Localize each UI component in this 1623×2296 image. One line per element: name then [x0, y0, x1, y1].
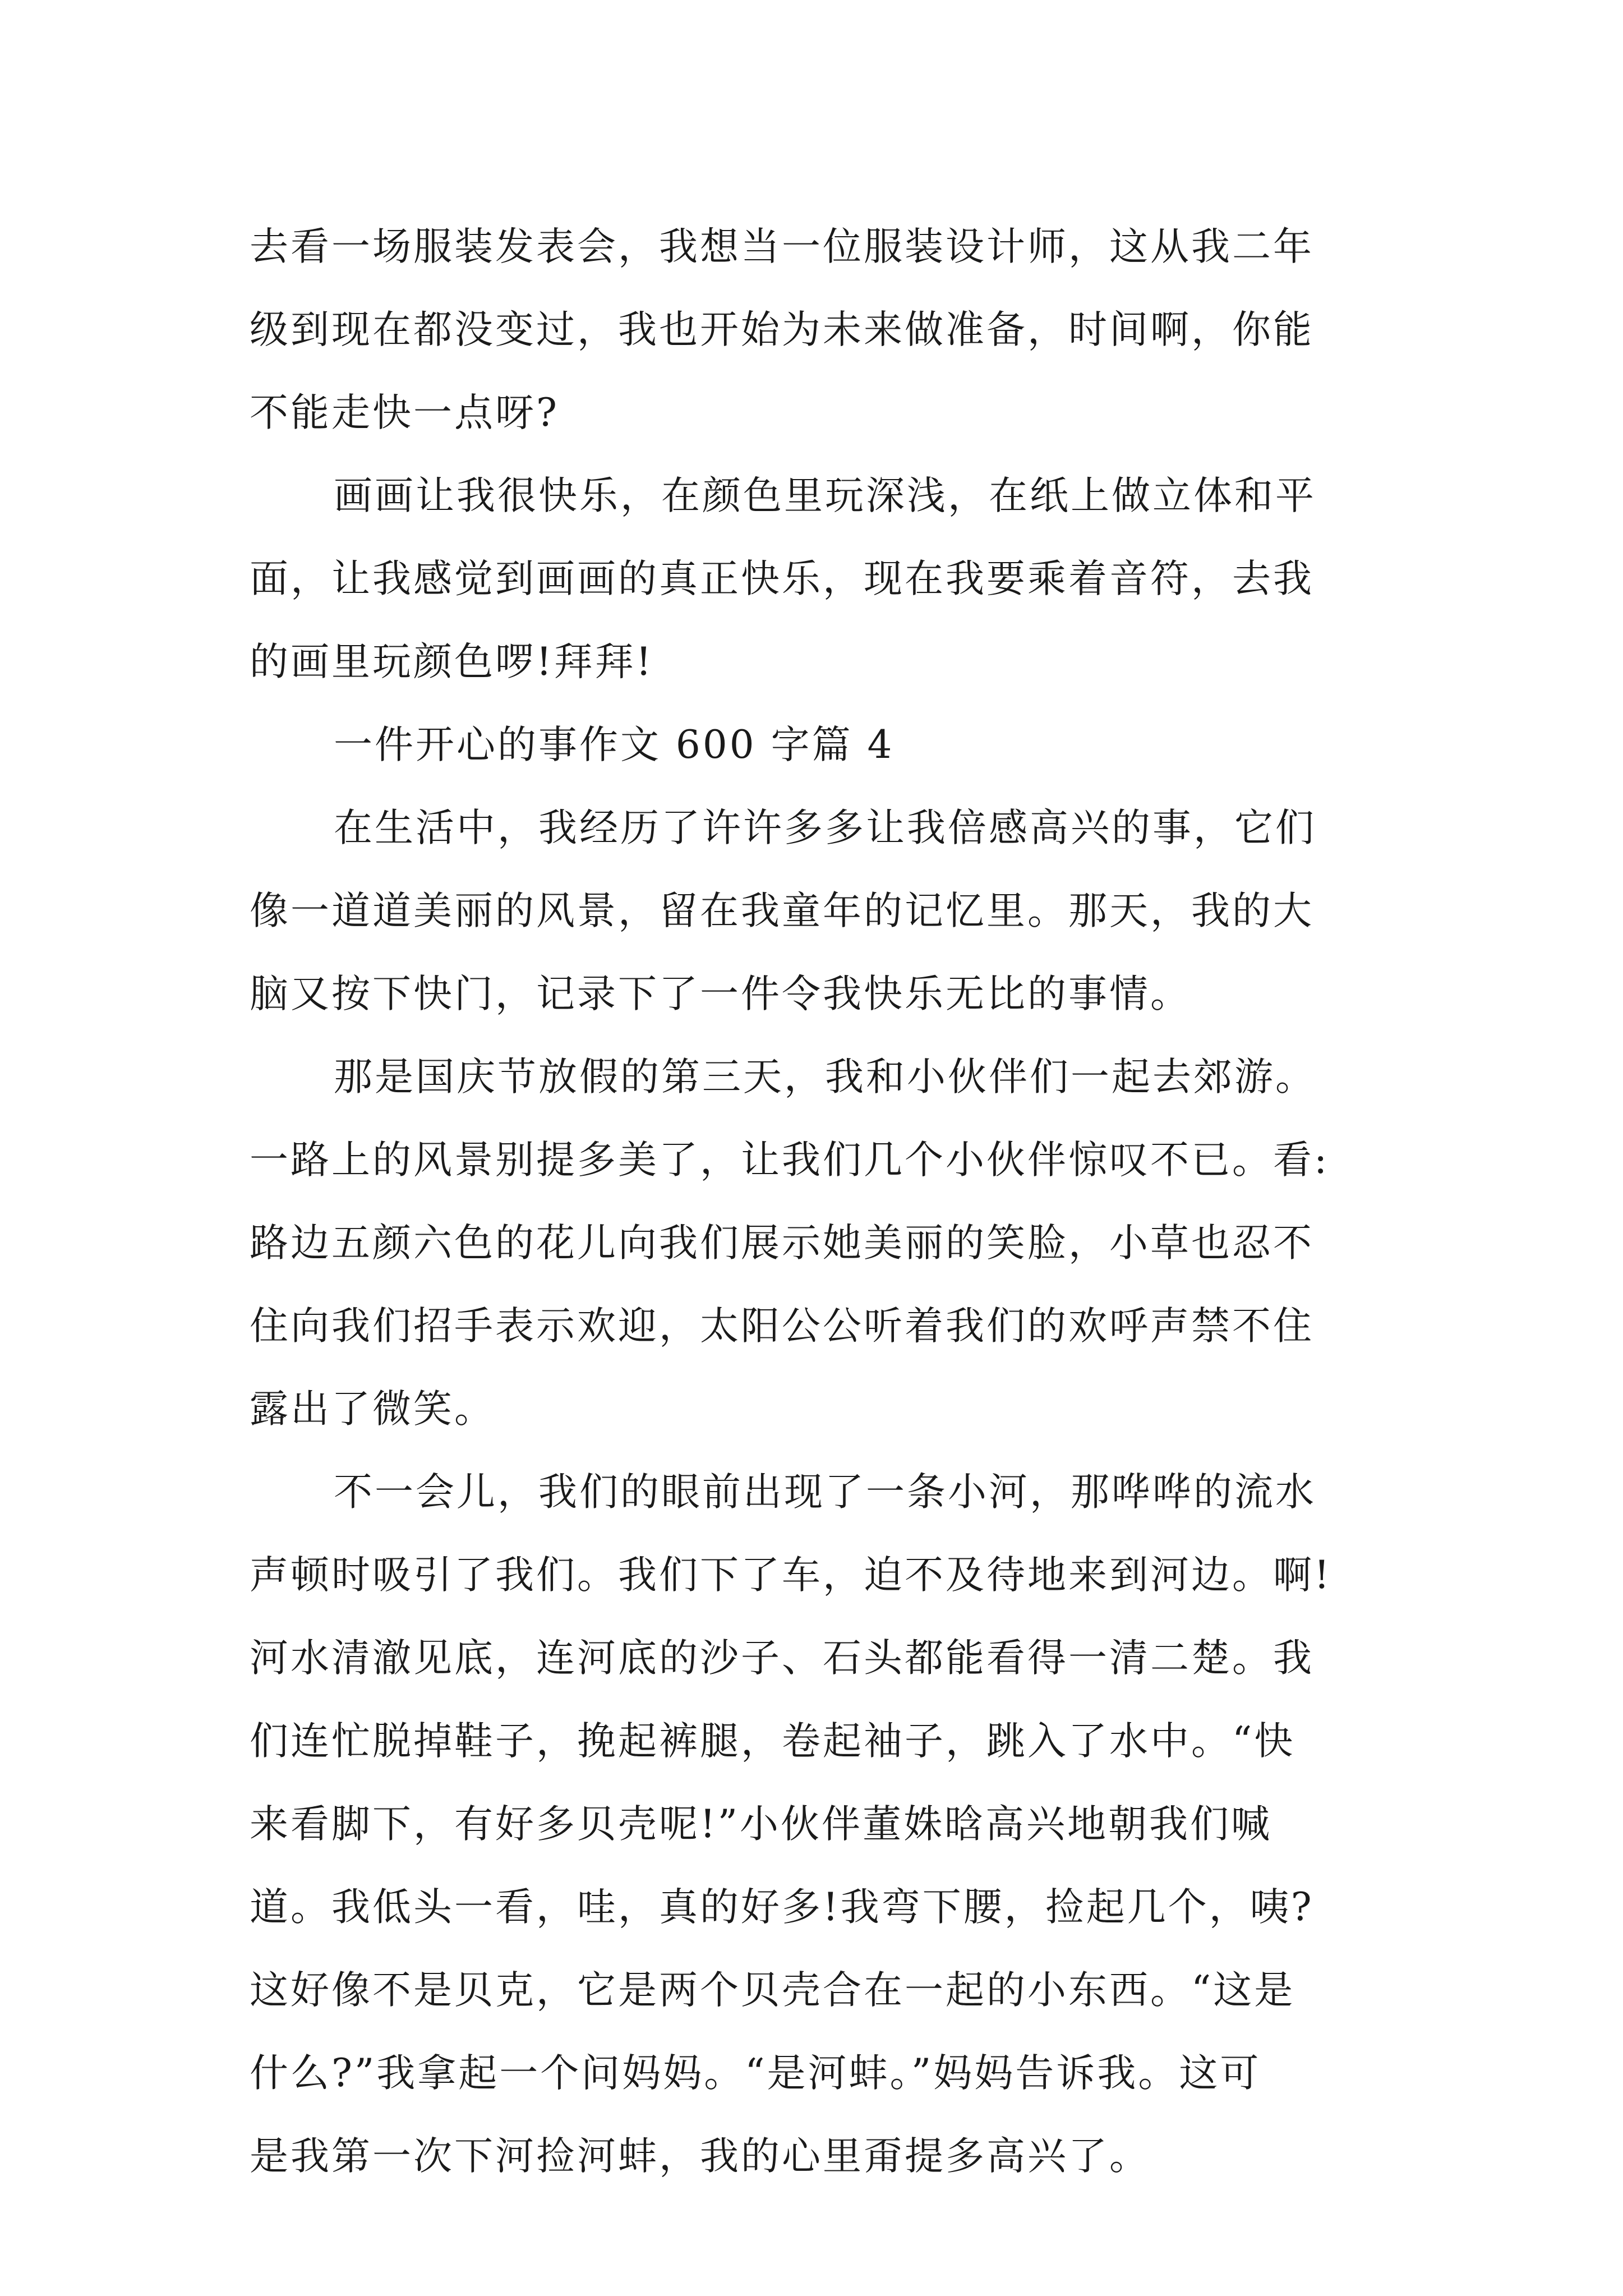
text-line: 去看一场服装发表会，我想当一位服装设计师，这从我二年 [250, 224, 1314, 269]
section-heading: 一件开心的事作文 600 字篇 4 [334, 723, 895, 767]
text-line: 一路上的风景别提多美了，让我们几个小伙伴惊叹不已。看: [250, 1138, 1330, 1182]
text-line: 是我第一次下河捡河蚌，我的心里甭提多高兴了。 [250, 2134, 1150, 2179]
text-line: 道。我低头一看，哇，真的好多!我弯下腰，捡起几个，咦? [250, 1885, 1314, 1930]
text-line: 露出了微笑。 [250, 1387, 495, 1432]
text-line: 这好像不是贝克，它是两个贝壳合在一起的小东西。“这是 [250, 1968, 1295, 2013]
text-line: 住向我们招手表示欢迎，太阳公公听着我们的欢呼声禁不住 [250, 1304, 1314, 1349]
text-line: 们连忙脱掉鞋子，挽起裤腿，卷起袖子，跳入了水中。“快 [250, 1719, 1295, 1764]
text-line: 面，让我感觉到画画的真正快乐，现在我要乘着音符，去我 [250, 556, 1314, 601]
text-line: 来看脚下，有好多贝壳呢!”小伙伴董姝晗高兴地朝我们喊 [250, 1802, 1272, 1847]
text-line: 的画里玩颜色啰!拜拜! [250, 639, 654, 684]
text-line: 画画让我很快乐，在颜色里玩深浅，在纸上做立体和平 [334, 473, 1316, 518]
text-line: 声顿时吸引了我们。我们下了车，迫不及待地来到河边。啊! [250, 1553, 1332, 1598]
text-line: 什么?”我拿起一个问妈妈。“是河蚌。”妈妈告诉我。这可 [250, 2051, 1261, 2096]
text-line: 河水清澈见底，连河底的沙子、石头都能看得一清二楚。我 [250, 1636, 1314, 1681]
text-line: 不能走快一点呀? [250, 390, 559, 435]
text-line: 不一会儿，我们的眼前出现了一条小河，那哗哗的流水 [334, 1470, 1316, 1515]
text-line: 在生活中，我经历了许许多多让我倍感高兴的事，它们 [334, 806, 1316, 850]
document-body [250, 205, 1388, 2198]
text-line: 像一道道美丽的风景，留在我童年的记忆里。那天，我的大 [250, 889, 1314, 933]
text-line: 那是国庆节放假的第三天，我和小伙伴们一起去郊游。 [334, 1055, 1316, 1099]
text-line: 路边五颜六色的花儿向我们展示她美丽的笑脸，小草也忍不 [250, 1221, 1314, 1266]
text-line: 脑又按下快门，记录下了一件令我快乐无比的事情。 [250, 972, 1191, 1016]
text-line: 级到现在都没变过，我也开始为未来做准备，时间啊，你能 [250, 307, 1314, 352]
